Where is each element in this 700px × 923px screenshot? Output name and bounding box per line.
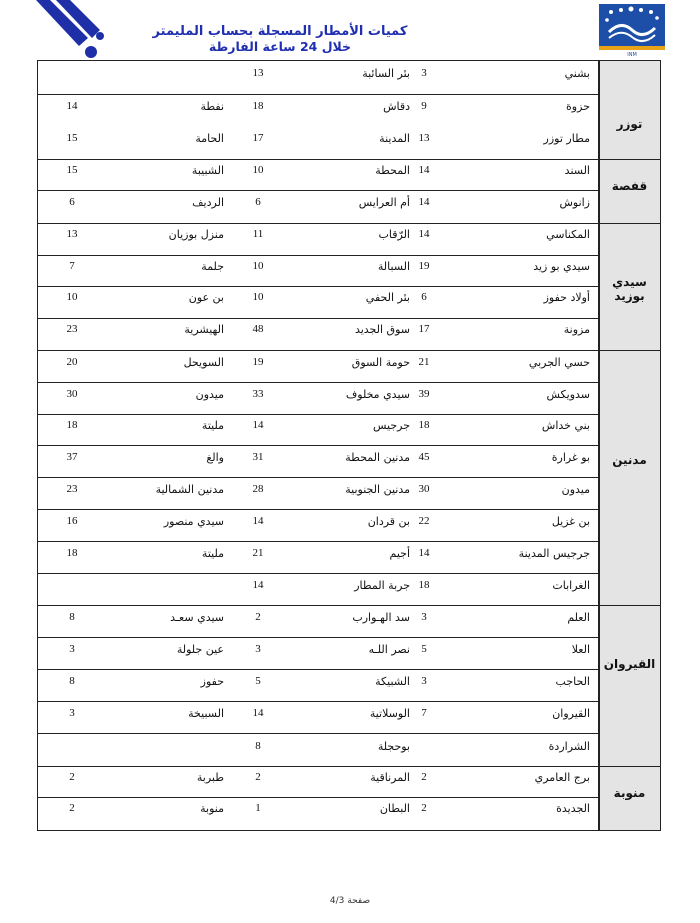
station-name: الحامة bbox=[195, 132, 224, 145]
row-divider bbox=[37, 94, 598, 95]
rain-value: 6 bbox=[69, 196, 75, 208]
region-divider bbox=[37, 766, 661, 767]
station-name: سدويكش bbox=[546, 388, 590, 401]
rain-value: 16 bbox=[66, 515, 78, 527]
row-divider bbox=[37, 445, 598, 446]
rain-value: 11 bbox=[252, 228, 264, 240]
rain-value: 8 bbox=[69, 611, 75, 623]
rain-value: 14 bbox=[418, 164, 430, 176]
station-name: سيدي سعـد bbox=[170, 611, 224, 624]
row-divider bbox=[37, 477, 598, 478]
rain-value: 9 bbox=[421, 100, 427, 112]
station-name: بن عون bbox=[188, 291, 224, 304]
page-subtitle: خلال 24 ساعة الفارطة bbox=[208, 39, 352, 54]
rain-value: 18 bbox=[418, 579, 430, 591]
row-divider bbox=[37, 318, 598, 319]
station-name: سيدي بو زيد bbox=[533, 260, 590, 273]
station-name: نصر اللـه bbox=[368, 643, 410, 656]
rain-value: 10 bbox=[252, 260, 264, 272]
station-name: السند bbox=[564, 164, 590, 177]
rain-value: 21 bbox=[418, 356, 430, 368]
row-divider bbox=[37, 286, 598, 287]
rain-value: 2 bbox=[69, 802, 75, 814]
rain-value: 18 bbox=[252, 100, 264, 112]
region-label: توزر bbox=[616, 117, 643, 131]
station-name: زانوش bbox=[559, 196, 590, 209]
rain-value: 18 bbox=[66, 547, 78, 559]
station-name: منزل بوزيان bbox=[168, 228, 224, 241]
rain-value: 7 bbox=[69, 260, 75, 272]
station-name: مزونة bbox=[563, 323, 590, 336]
rain-value: 39 bbox=[418, 388, 430, 400]
rain-value: 2 bbox=[69, 771, 75, 783]
rain-value: 6 bbox=[255, 196, 261, 208]
station-name: نفطة bbox=[200, 100, 224, 113]
station-name: الرديف bbox=[192, 196, 224, 209]
rain-value: 7 bbox=[421, 707, 427, 719]
station-name: سد الهـوارب bbox=[352, 611, 410, 624]
station-name: حسي الجربي bbox=[528, 356, 590, 369]
rain-value: 19 bbox=[418, 260, 430, 272]
rain-value: 21 bbox=[252, 547, 264, 559]
rain-value: 2 bbox=[421, 771, 427, 783]
region-column bbox=[598, 60, 661, 831]
station-name: بوحجلة bbox=[377, 740, 410, 753]
rain-value: 17 bbox=[252, 132, 264, 144]
station-name: برج العامري bbox=[534, 771, 590, 784]
station-name: بني خداش bbox=[541, 419, 590, 432]
rain-value: 13 bbox=[66, 228, 78, 240]
station-name: أولاد حفوز bbox=[543, 291, 590, 304]
station-name: الشبيبة bbox=[191, 164, 224, 177]
rain-value: 14 bbox=[418, 228, 430, 240]
station-name: بو غرارة bbox=[551, 451, 590, 464]
rain-value: 14 bbox=[252, 579, 264, 591]
rain-value: 19 bbox=[252, 356, 264, 368]
station-name: الشراردة bbox=[548, 740, 590, 753]
station-name: جرجيس bbox=[372, 419, 410, 432]
rain-value: 5 bbox=[255, 675, 261, 687]
station-name: الحاجب bbox=[555, 675, 590, 688]
rain-value: 20 bbox=[66, 356, 78, 368]
region-label: قفصة bbox=[611, 179, 648, 193]
rain-value: 23 bbox=[66, 483, 78, 495]
rain-value: 15 bbox=[66, 164, 78, 176]
station-name: والغ bbox=[206, 451, 224, 464]
region-divider bbox=[37, 223, 661, 224]
rain-value: 31 bbox=[252, 451, 264, 463]
station-name: المكناسي bbox=[546, 228, 590, 241]
station-name: الشبيكة bbox=[375, 675, 410, 688]
rain-value: 10 bbox=[252, 291, 264, 303]
rain-value: 28 bbox=[252, 483, 264, 495]
rain-value: 3 bbox=[421, 67, 427, 79]
rain-value: 14 bbox=[252, 419, 264, 431]
station-name: حفوز bbox=[200, 675, 224, 688]
region-label: مدنين bbox=[612, 453, 647, 467]
station-name: مليتة bbox=[201, 419, 224, 432]
station-name: بن قردان bbox=[367, 515, 410, 528]
station-name: بئر السائبة bbox=[362, 67, 410, 80]
row-divider bbox=[37, 382, 598, 383]
station-name: السبيخة bbox=[188, 707, 224, 720]
row-divider bbox=[37, 669, 598, 670]
rain-value: 13 bbox=[418, 132, 430, 144]
station-name: المحطة bbox=[375, 164, 410, 177]
rain-value: 8 bbox=[69, 675, 75, 687]
row-divider bbox=[37, 541, 598, 542]
rain-value: 18 bbox=[66, 419, 78, 431]
rain-value: 2 bbox=[421, 802, 427, 814]
page-number: صفحة 4/3 bbox=[329, 896, 371, 906]
rain-value: 17 bbox=[418, 323, 430, 335]
row-divider bbox=[37, 637, 598, 638]
row-divider bbox=[37, 573, 598, 574]
station-name: بشني bbox=[564, 67, 590, 80]
rain-value: 2 bbox=[255, 611, 261, 623]
rain-value: 8 bbox=[255, 740, 261, 752]
rainfall-table bbox=[37, 60, 661, 831]
rain-value: 15 bbox=[66, 132, 78, 144]
station-name: الغرابات bbox=[552, 579, 590, 592]
row-divider bbox=[37, 701, 598, 702]
rain-value: 14 bbox=[418, 196, 430, 208]
station-name: ميدون bbox=[561, 483, 590, 496]
rain-value: 30 bbox=[66, 388, 78, 400]
station-name: مطار توزر bbox=[543, 132, 590, 145]
station-name: القيروان bbox=[552, 707, 590, 720]
rain-value: 45 bbox=[418, 451, 430, 463]
station-name: سيدي منصور bbox=[163, 515, 224, 528]
station-name: السويحل bbox=[183, 356, 224, 369]
station-name: أجيم bbox=[389, 547, 410, 560]
rain-value: 14 bbox=[418, 547, 430, 559]
rain-value: 14 bbox=[252, 707, 264, 719]
station-name: أم العرايس bbox=[358, 196, 410, 209]
rain-value: 3 bbox=[421, 611, 427, 623]
rain-value: 2 bbox=[255, 771, 261, 783]
rain-value: 10 bbox=[66, 291, 78, 303]
station-name: المدينة bbox=[379, 132, 410, 145]
station-name: البطان bbox=[379, 802, 410, 815]
station-name: الوسلاتية bbox=[369, 707, 410, 720]
rain-value: 1 bbox=[255, 802, 261, 814]
page-title: كميات الأمطار المسجلة بحساب المليمتر bbox=[152, 24, 408, 39]
station-name: العلا bbox=[571, 643, 590, 656]
station-name: مدنين المحطة bbox=[345, 451, 410, 464]
station-name: الهيشرية bbox=[184, 323, 224, 336]
station-name: حزوة bbox=[566, 100, 590, 113]
region-divider bbox=[37, 350, 661, 351]
station-name: العلم bbox=[567, 611, 590, 624]
station-name: ميدون bbox=[195, 388, 224, 401]
rain-value: 14 bbox=[252, 515, 264, 527]
station-name: مدنين الجنوبية bbox=[345, 483, 410, 496]
rain-value: 22 bbox=[418, 515, 430, 527]
row-divider bbox=[37, 255, 598, 256]
rain-value: 3 bbox=[69, 643, 75, 655]
region-divider bbox=[37, 159, 661, 160]
rain-value: 30 bbox=[418, 483, 430, 495]
rain-value: 3 bbox=[255, 643, 261, 655]
region-label: القيروان bbox=[603, 657, 656, 671]
station-name: منوبة bbox=[200, 802, 224, 815]
rain-value: 37 bbox=[66, 451, 78, 463]
inm-logo bbox=[597, 2, 667, 58]
station-name: الرّقاب bbox=[378, 228, 410, 241]
rain-value: 48 bbox=[252, 323, 264, 335]
station-name: مليتة bbox=[201, 547, 224, 560]
rain-value: 33 bbox=[252, 388, 264, 400]
row-divider bbox=[37, 190, 598, 191]
row-divider bbox=[37, 414, 598, 415]
station-name: عين جلولة bbox=[176, 643, 224, 656]
station-name: الجديدة bbox=[556, 802, 590, 815]
station-name: جرجيس المدينة bbox=[518, 547, 590, 560]
rain-value: 3 bbox=[69, 707, 75, 719]
station-name: طبربة bbox=[196, 771, 224, 784]
station-name: دقاش bbox=[383, 100, 410, 113]
station-name: مدنين الشمالية bbox=[155, 483, 224, 496]
station-name: سوق الجديد bbox=[354, 323, 410, 336]
row-divider bbox=[37, 733, 598, 734]
station-name: بن غزيل bbox=[551, 515, 590, 528]
rain-value: 3 bbox=[421, 675, 427, 687]
svg-text:INM: INM bbox=[627, 52, 637, 58]
rain-value: 14 bbox=[66, 100, 78, 112]
rain-value: 10 bbox=[252, 164, 264, 176]
station-name: بئر الحفي bbox=[365, 291, 410, 304]
row-divider bbox=[37, 509, 598, 510]
station-name: المرناقية bbox=[370, 771, 410, 784]
station-name: سيدي مخلوف bbox=[345, 388, 410, 401]
station-name: جربة المطار bbox=[354, 579, 410, 592]
rain-value: 18 bbox=[418, 419, 430, 431]
row-divider bbox=[37, 797, 598, 798]
rain-value: 5 bbox=[421, 643, 427, 655]
rain-value: 13 bbox=[252, 67, 264, 79]
region-divider bbox=[37, 605, 661, 606]
station-name: حومة السوق bbox=[351, 356, 410, 369]
rain-value: 23 bbox=[66, 323, 78, 335]
station-name: جلمة bbox=[201, 260, 224, 273]
region-label: سيدي بوزيد bbox=[612, 275, 647, 303]
rain-value: 6 bbox=[421, 291, 427, 303]
region-label: منوبة bbox=[613, 786, 646, 800]
station-name: السبالة bbox=[377, 260, 410, 273]
